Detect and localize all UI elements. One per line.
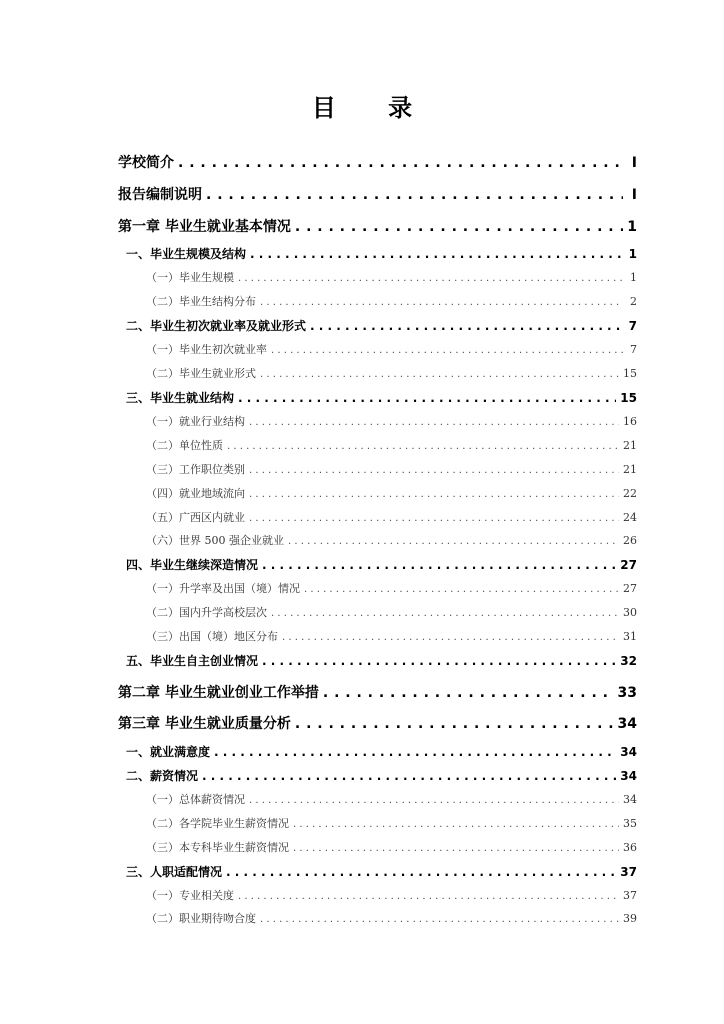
toc-page-number: 34 — [620, 769, 637, 783]
toc-page-number: 34 — [617, 716, 637, 732]
toc-dot-leader — [262, 654, 616, 668]
toc-entry[interactable] — [126, 389, 637, 406]
toc-page-number: 15 — [620, 391, 637, 405]
toc-dot-leader — [295, 716, 614, 732]
toc-page-number: 31 — [623, 630, 637, 643]
toc-dot-leader — [293, 819, 619, 830]
toc-entry[interactable] — [118, 682, 637, 702]
toc-dot-leader — [206, 187, 623, 203]
toc-dot-leader — [304, 584, 619, 595]
toc-entry[interactable] — [146, 269, 637, 285]
toc-dot-leader — [249, 465, 619, 476]
toc-page-number: 35 — [623, 817, 637, 830]
toc-entry-label: （四）就业地域流向 — [146, 487, 245, 500]
toc-entry-label: 第一章 毕业生就业基本情况 — [118, 219, 291, 235]
toc-entry-label: （三）本专科毕业生薪资情况 — [146, 841, 289, 854]
toc-page-number: 30 — [623, 606, 637, 619]
toc-entry-label: 第二章 毕业生就业创业工作举措 — [118, 685, 319, 701]
toc-entry-label: （三）工作职位类别 — [146, 463, 245, 476]
toc-entry-label: （三）出国（境）地区分布 — [146, 630, 278, 643]
toc-entry-label: 第三章 毕业生就业质量分析 — [118, 716, 291, 732]
toc-dot-leader — [249, 417, 619, 428]
page-title: 目 录 — [311, 93, 435, 122]
toc-entry[interactable] — [118, 184, 637, 204]
toc-dot-leader — [262, 558, 616, 572]
toc-entry[interactable] — [126, 863, 637, 880]
toc-dot-leader — [249, 513, 619, 524]
toc-entry-label: 三、人职适配情况 — [126, 865, 223, 879]
toc-entry[interactable] — [146, 815, 637, 831]
toc-entry-label: （二）单位性质 — [146, 439, 223, 452]
toc-entry[interactable] — [146, 839, 637, 855]
toc-entry[interactable] — [146, 628, 637, 644]
toc-dot-leader — [260, 914, 619, 925]
toc-page-number: 2 — [630, 295, 637, 308]
toc-page-number: 27 — [623, 582, 637, 595]
toc-dot-leader — [249, 489, 619, 500]
toc-entry[interactable] — [146, 604, 637, 620]
toc-entry-label: （一）就业行业结构 — [146, 415, 245, 428]
toc-entry-label: （二）国内升学高校层次 — [146, 606, 267, 619]
toc-entry-label: 二、薪资情况 — [126, 769, 199, 783]
toc-entry-label: （一）毕业生初次就业率 — [146, 343, 267, 356]
toc-dot-leader — [238, 273, 623, 284]
toc-entry[interactable] — [146, 532, 637, 548]
toc-dot-leader — [323, 685, 614, 701]
toc-entry-label: 一、就业满意度 — [126, 745, 211, 759]
toc-page-number: 15 — [623, 367, 637, 380]
toc-entry[interactable] — [146, 365, 637, 381]
toc-dot-leader — [260, 297, 623, 308]
toc-entry[interactable] — [126, 556, 637, 573]
toc-entry[interactable] — [146, 437, 637, 453]
toc-page-number: 32 — [620, 654, 637, 668]
toc-entry-label: （二）毕业生结构分布 — [146, 295, 256, 308]
toc-entry-label: （五）广西区内就业 — [146, 511, 245, 524]
toc-entry-label: （二）职业期待吻合度 — [146, 912, 256, 925]
toc-dot-leader — [295, 219, 623, 235]
toc-entry-label: 四、毕业生继续深造情况 — [126, 558, 259, 572]
toc-entry-label: （一）升学率及出国（境）情况 — [146, 582, 300, 595]
toc-page-number: 27 — [620, 558, 637, 572]
toc-page-number: 16 — [623, 415, 637, 428]
toc-entry[interactable] — [118, 713, 637, 733]
toc-dot-leader — [271, 345, 623, 356]
toc-page-number: 37 — [620, 865, 637, 879]
toc-entry-label: 报告编制说明 — [118, 187, 202, 203]
toc-entry[interactable] — [118, 216, 637, 236]
toc-page-number: 37 — [623, 889, 637, 902]
toc-entry-label: 五、毕业生自主创业情况 — [126, 654, 259, 668]
toc-entry[interactable] — [118, 152, 637, 172]
toc-entry-label: （一）总体薪资情况 — [146, 793, 245, 806]
toc-page-number: I — [631, 187, 637, 203]
toc-dot-leader — [260, 369, 619, 380]
toc-entry[interactable] — [126, 743, 637, 760]
toc-page-number: 1 — [630, 271, 637, 284]
toc-page-number: 7 — [628, 319, 637, 333]
toc-entry[interactable] — [146, 509, 637, 525]
toc-page-number: 39 — [623, 912, 637, 925]
toc-entry[interactable] — [146, 485, 637, 501]
toc-dot-leader — [238, 391, 616, 405]
toc-entry-label: （一）专业相关度 — [146, 889, 234, 902]
toc-page-number: I — [631, 155, 637, 171]
toc-entry-label: 二、毕业生初次就业率及就业形式 — [126, 319, 307, 333]
toc-page-number: 34 — [623, 793, 637, 806]
toc-entry-label: （六）世界 500 强企业就业 — [146, 534, 284, 547]
toc-entry-label: 一、毕业生规模及结构 — [126, 247, 247, 261]
toc-dot-leader — [227, 441, 619, 452]
toc-dot-leader — [249, 795, 619, 806]
toc-page-number: 26 — [623, 534, 637, 547]
toc-entry[interactable] — [126, 317, 637, 334]
toc-entry-label: 三、毕业生就业结构 — [126, 391, 235, 405]
toc-dot-leader — [293, 843, 619, 854]
toc-entry[interactable] — [126, 245, 637, 262]
toc-entry[interactable] — [146, 293, 637, 309]
toc-page-number: 7 — [630, 343, 637, 356]
toc-dot-leader — [271, 608, 619, 619]
toc-entry[interactable] — [146, 461, 637, 477]
toc-entry[interactable] — [126, 652, 637, 669]
toc-page-number: 22 — [623, 487, 637, 500]
toc-dot-leader — [310, 319, 623, 333]
toc-dot-leader — [282, 632, 619, 643]
toc-page-number: 24 — [623, 511, 637, 524]
toc-entry-label: （二）各学院毕业生薪资情况 — [146, 817, 289, 830]
toc-page-number: 1 — [628, 247, 637, 261]
toc-page-number: 33 — [617, 685, 637, 701]
toc-entry[interactable] — [146, 887, 637, 903]
toc-dot-leader — [288, 536, 619, 547]
toc-dot-leader — [202, 769, 616, 783]
toc-entry[interactable] — [146, 910, 637, 926]
toc-page-number: 21 — [623, 439, 637, 452]
toc-entry[interactable] — [146, 341, 637, 357]
toc-dot-leader — [226, 865, 616, 879]
toc-entry-label: （一）毕业生规模 — [146, 271, 234, 284]
toc-dot-leader — [214, 745, 616, 759]
toc-entry[interactable] — [146, 413, 637, 429]
toc-dot-leader — [178, 155, 623, 171]
toc-entry-label: 学校简介 — [118, 155, 174, 171]
toc-dot-leader — [250, 247, 623, 261]
toc-entry[interactable] — [146, 791, 637, 807]
toc-entry[interactable] — [146, 580, 637, 596]
toc-page-number: 34 — [620, 745, 637, 759]
toc-page-number: 1 — [627, 219, 637, 235]
toc-entry[interactable] — [126, 767, 637, 784]
toc-dot-leader — [238, 891, 619, 902]
toc-entry-label: （二）毕业生就业形式 — [146, 367, 256, 380]
toc-page-number: 21 — [623, 463, 637, 476]
toc-page-number: 36 — [623, 841, 637, 854]
